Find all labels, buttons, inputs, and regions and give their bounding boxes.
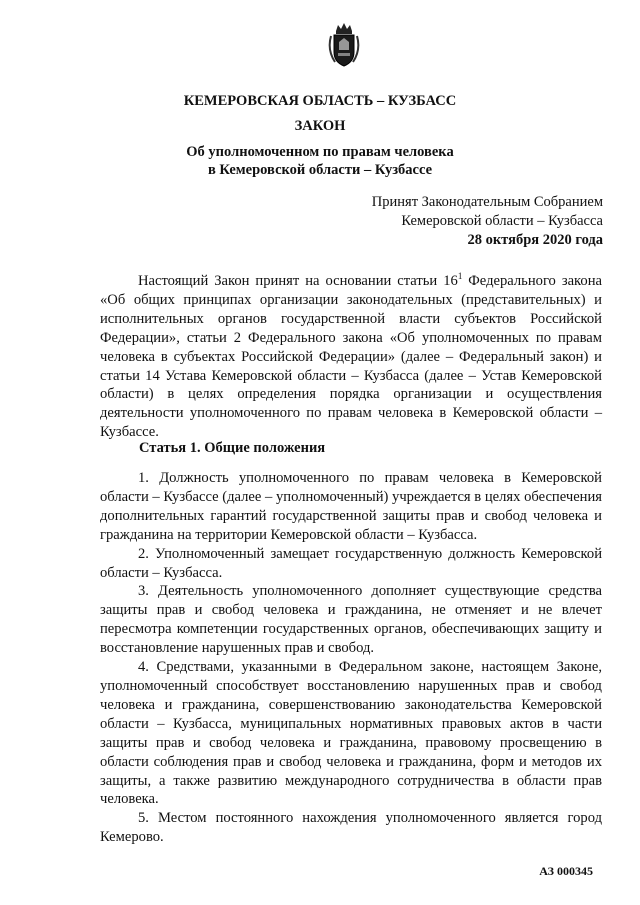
adoption-block	[372, 193, 603, 250]
law-title-line-2: в Кемеровской области – Кузбассе	[207, 162, 433, 178]
adoption-date: 28 октября 2020 года	[467, 232, 603, 248]
clause-2: 2. Уполномоченный замещает государственную должность Кемеровской области – Кузбасса.	[100, 545, 602, 581]
adoption-line-1: Принят Законодательным Собранием	[371, 194, 603, 210]
clause-4: 4. Средствами, указанными в Федеральном законе, настоящем Законе, уполномоченный способствует восстановлению нарушенных прав и свобод человека и гражданина, совершенствованию законодательства Кемеровской области – Кузбасса, муниципальных нормативных правовых актов в части защиты прав и свобод человека и гражданина, правовому просвещению в области соблюдения прав и свобод человека и гражданина, форм и методов их защиты, а также развитию международного сотрудничества в области прав человека.	[100, 659, 602, 808]
clause-3: 3. Деятельность уполномоченного дополняет существующие средства защиты прав и свобод человека и гражданина, не отменяет и не влечет пересмотра компетенции государственных органов, обеспечивающих защиту и восстановление нарушенных прав и свобод.	[100, 583, 602, 657]
clause-1: 1. Должность уполномоченного по правам человека в Кемеровской области – Кузбассе (далее – уполномоченный) учреждается в целях обеспечения дополнительных гарантий государственной защиты прав и свобод человека и гражданина на территории Кемеровской области – Кузбасса.	[100, 470, 602, 543]
law-title	[0, 143, 640, 179]
document-number: АЗ 000345	[539, 864, 593, 878]
document-type: ЗАКОН	[294, 118, 346, 134]
preamble-text-start: Настоящий Закон принят на основании статьи 16	[138, 273, 458, 289]
article-superscript: 1	[457, 271, 463, 281]
kuzbass-coat-of-arms-icon	[326, 22, 362, 68]
law-title-line-1: Об уполномоченном по правам человека	[186, 144, 454, 160]
clause-5: 5. Местом постоянного нахождения уполномоченного является город Кемерово.	[100, 810, 602, 846]
region-heading: КЕМЕРОВСКАЯ ОБЛАСТЬ – КУЗБАСС	[183, 93, 457, 109]
adoption-line-2: Кемеровской области – Кузбасса	[401, 213, 603, 229]
article-1-title: Статья 1. Общие положения	[139, 440, 326, 456]
preamble-text-rest: Федерального закона «Об общих принципах организации законодательных (представительных) и исполнительных органов государственной власти субъектов Российской Федерации», статьи 2 Федерального закона «Об уполномоченных по правам человека в субъектах Российской Федерации» (далее – Федеральный закон) и статьи 14 Устава Кемеровской области – Кузбасса (далее – Устав Кемеровской области) в целях определения порядка организации и осуществления деятельности уполномоченного по правам человека в Кемеровской области – Кузбассе.	[100, 273, 602, 441]
article-1-clauses	[100, 469, 602, 847]
preamble	[100, 272, 602, 442]
